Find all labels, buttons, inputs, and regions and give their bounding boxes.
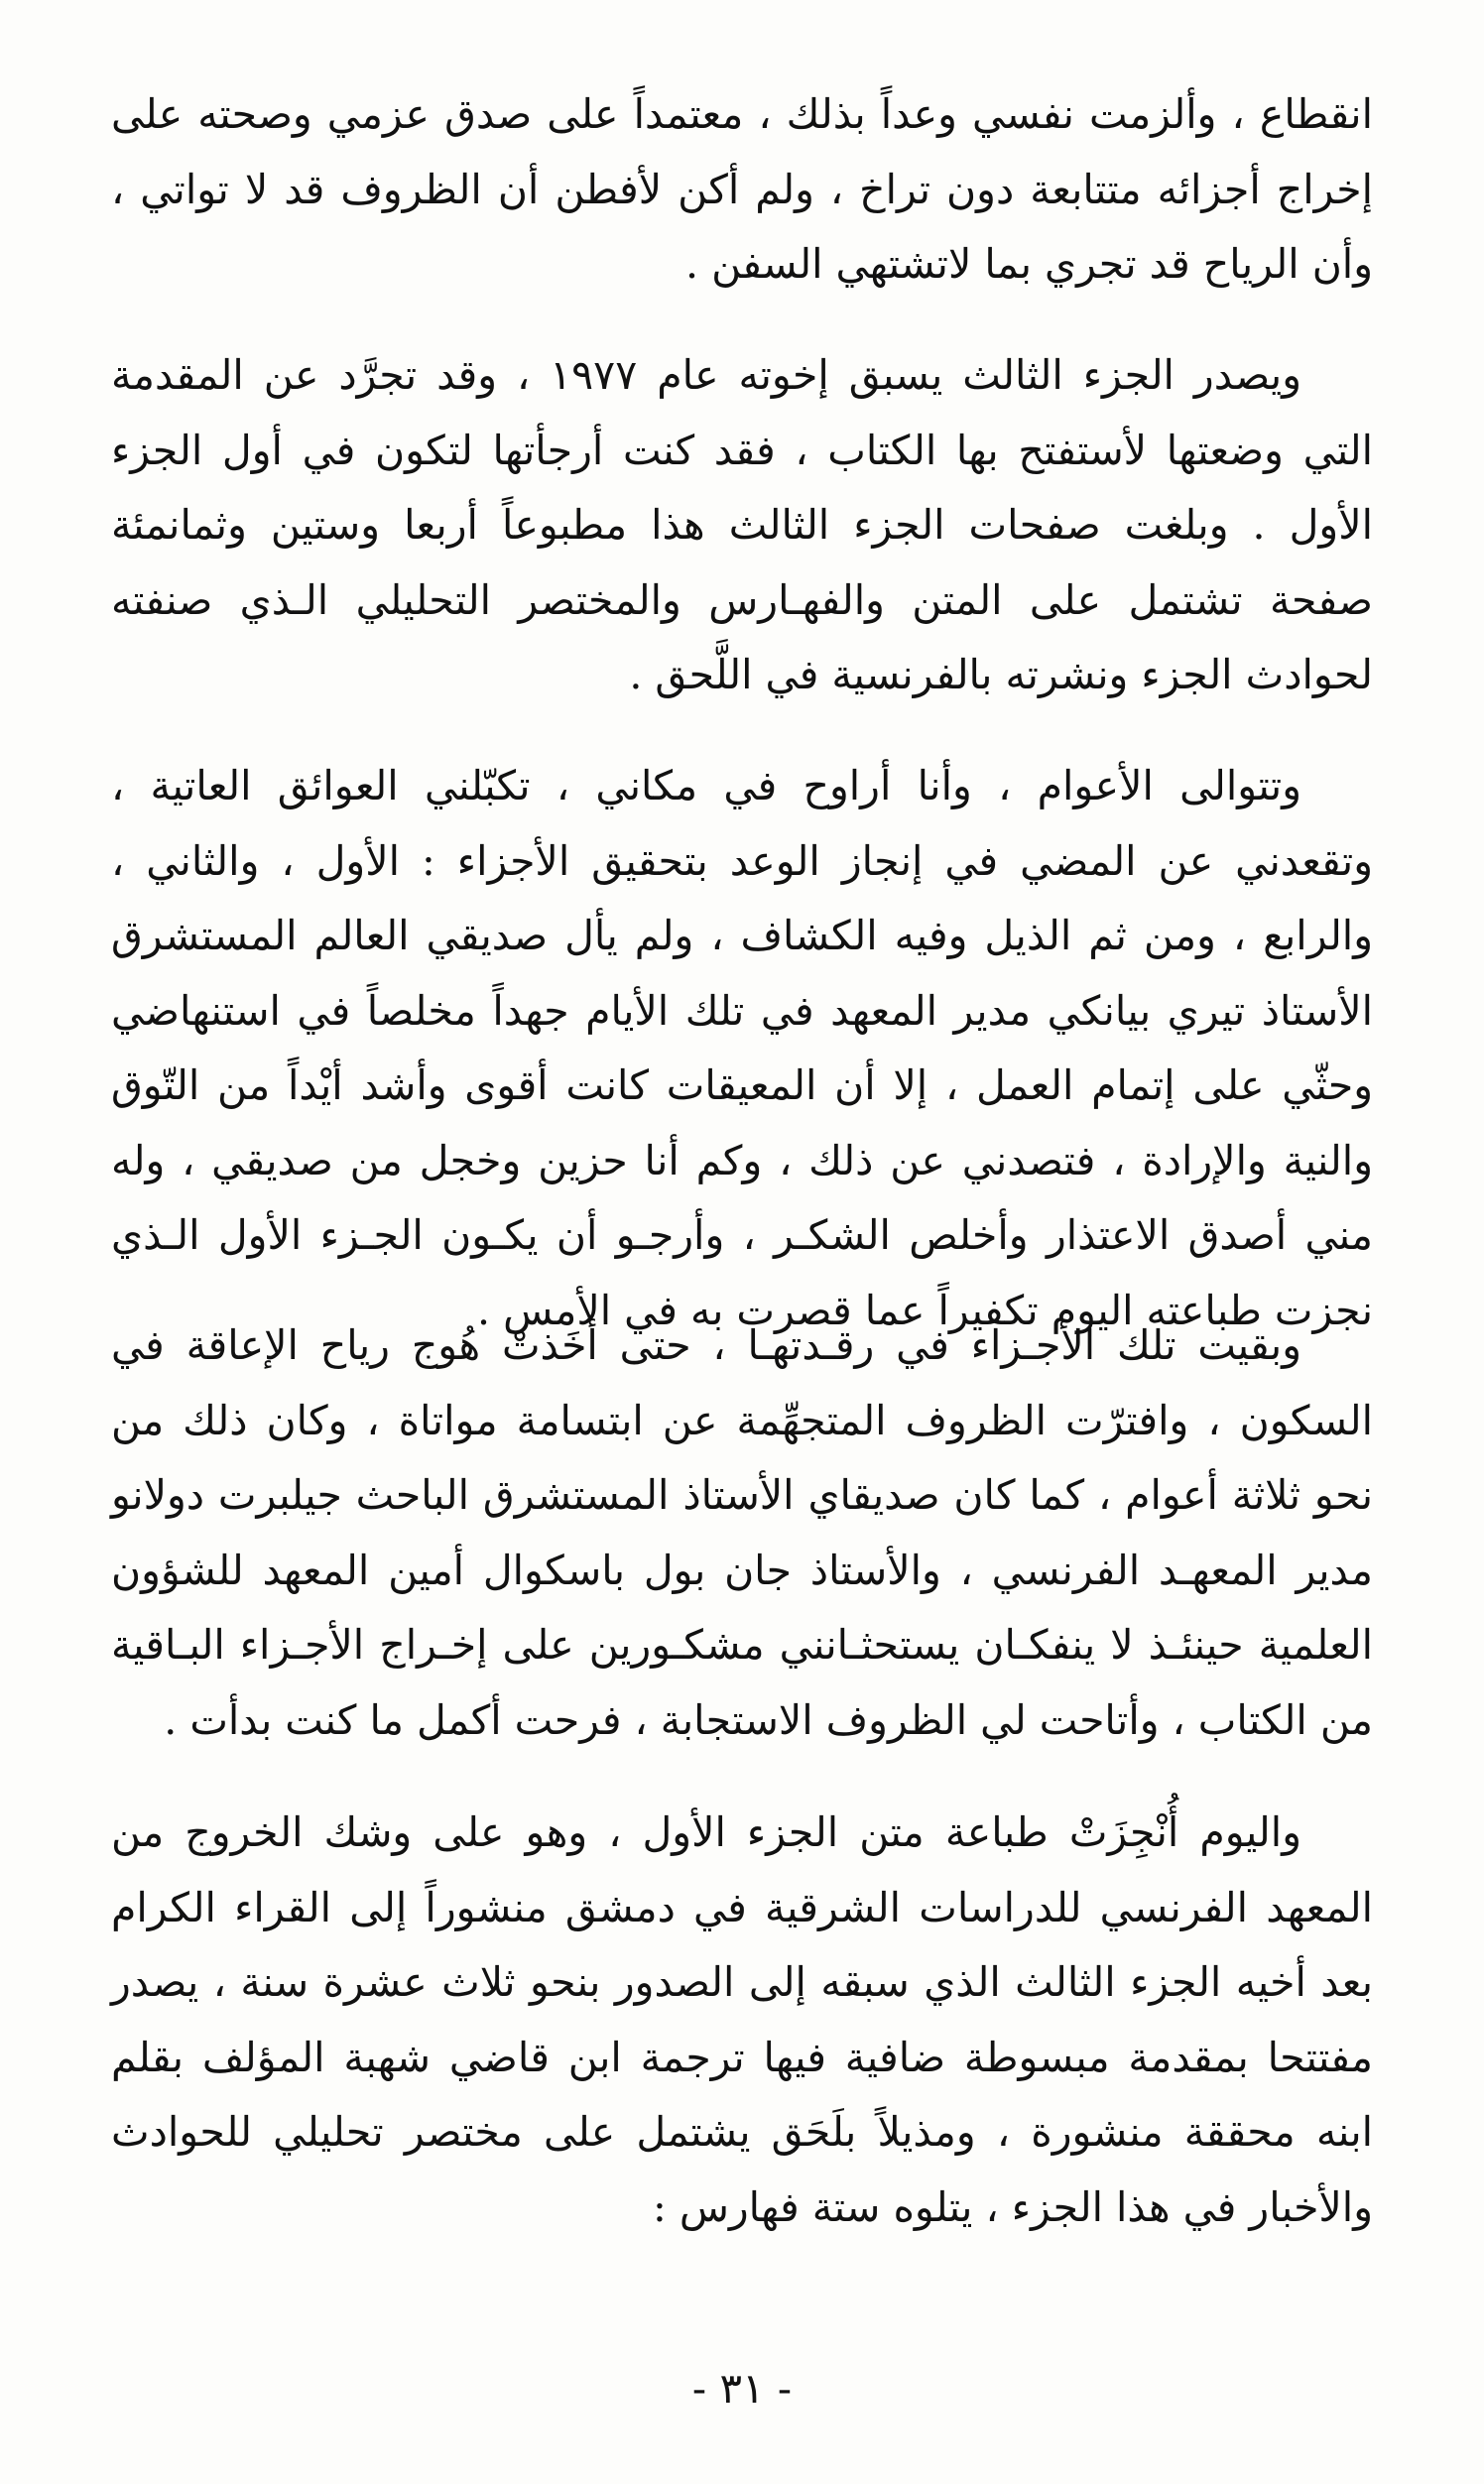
paragraph-2-text: ويصدر الجزء الثالث يسبق إخوته عام ١٩٧٧ ، وقد تجرَّد عن المقدمة التي وضعتها لأستفتح بها الكتاب ، فقد كنت أرجأتها لتكون في أول الجزء الأول . وبلغت صفحات الجزء الثالث هذا مطبوعاً أربعا وستين وثمانمئة صفحة تشتمل على المتن والفهـارس والمختصر التحليلي الـذي صنفته لحوادث الجزء ونشرته بالفرنسية في اللَّحق . — [111, 351, 1373, 698]
paragraph-3-text: وتتوالى الأعوام ، وأنا أراوح في مكاني ، تكبّلني العوائق العاتية ، وتقعدني عن المضي في إنجاز الوعد بتحقيق الأجزاء : الأول ، والثاني ، والرابع ، ومن ثم الذيل وفيه الكشاف ، ولم يأل صديقي العالم المستشرق الأستاذ تيري بيانكي مدير المعهد في تلك الأيام جهداً مخلصاً في استنهاضي وحثّي على إتمام العمل ، إلا أن المعيقات كانت أقوى وأشد أيْداً من التّوق والنية والإرادة ، فتصدني عن ذلك ، وكم أنا حزين وخجل من صديقي ، وله مني أصدق الاعتذار وأخلص الشكـر ، وأرجـو أن يكـون الجـزء الأول الـذي نجزت طباعته اليوم تكفيراً عما قصرت به في الأمس . — [111, 762, 1373, 1334]
paragraph-4 — [111, 1308, 1373, 1758]
paragraph-5-text: واليوم أُنْجِزَتْ طباعة متن الجزء الأول ، وهو على وشك الخروج من المعهد الفرنسي للدراسات الشرقية في دمشق منشوراً إلى القراء الكرام بعد أخيه الجزء الثالث الذي سبقه إلى الصدور بنحو ثلاث عشرة سنة ، يصدر مفتتحا بمقدمة مبسوطة ضافية فيها ترجمة ابن قاضي شهبة المؤلف بقلم ابنه محققة منشورة ، ومذيلاً بلَحَق يشتمل على مختصر تحليلي للحوادث والأخبار في هذا الجزء ، يتلوه ستة فهارس : — [111, 1808, 1373, 2231]
paragraph-1-text: انقطاع ، وألزمت نفسي وعداً بذلك ، معتمداً على صدق عزمي وصحته على إخراج أجزائه متتابعة دون تراخ ، ولم أكن لأفطن أن الظروف قد لا تواتي ، وأن الرياح قد تجري بما لاتشتهي السفن . — [111, 90, 1373, 288]
paragraph-5 — [111, 1796, 1373, 2245]
page-number: - ٣١ - — [691, 2364, 793, 2413]
paragraph-3 — [111, 749, 1373, 1348]
paragraph-1 — [111, 77, 1373, 303]
paragraph-4-text: وبقيت تلك الأجـزاء في رقـدتهـا ، حتى أخَذتْ هُوج رياح الإعاقة في السكون ، وافترّت الظروف المتجهِّمة عن ابتسامة مواتاة ، وكان ذلك من نحو ثلاثة أعوام ، كما كان صديقاي الأستاذ المستشرق الباحث جيلبرت دولانو مدير المعهـد الفرنسي ، والأستاذ جان بول باسكوال أمين المعهد للشؤون العلمية حينئـذ لا ينفكـان يستحثـانني مشكـورين على إخـراج الأجـزاء البـاقية من الكتاب ، وأتاحت لي الظروف الاستجابة ، فرحت أكمل ما كنت بدأت . — [111, 1321, 1373, 1744]
paragraph-2 — [111, 338, 1373, 713]
